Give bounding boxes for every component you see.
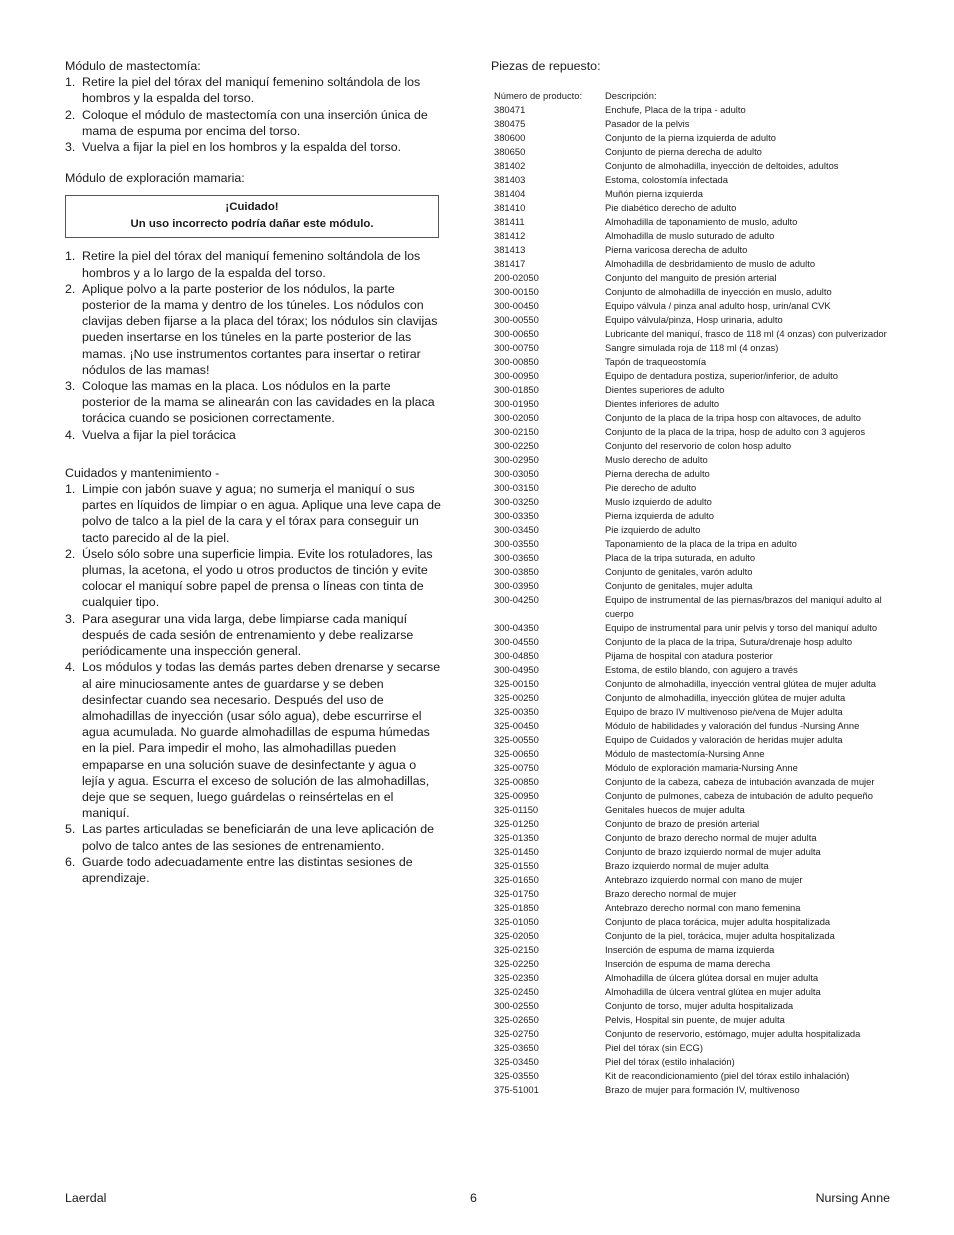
part-number: 325-01550 [494,860,539,871]
part-number: 381417 [494,258,526,269]
part-description: Genitales huecos de mujer adulta [605,804,745,815]
footer-product: Nursing Anne [815,1191,890,1205]
part-description: Antebrazo derecho normal con mano femenina [605,902,801,913]
part-number: 300-01950 [494,398,539,409]
table-row [491,1013,901,1027]
part-number: 381404 [494,188,526,199]
table-row [491,383,901,397]
table-row [491,985,901,999]
part-number: 300-03850 [494,566,539,577]
part-description: Equipo de instrumental para unir pelvis y torso del maniquí adulto [605,622,878,633]
care-title: Cuidados y mantenimiento - [65,465,220,480]
table-row [491,397,901,411]
part-number: 325-00750 [494,762,539,773]
header-description: Descripción: [605,90,657,101]
part-description: Conjunto de almohadilla, inyección ventral glútea de mujer adulta [605,678,877,689]
part-number: 380600 [494,132,526,143]
part-number: 380475 [494,118,526,129]
part-number: 325-01050 [494,916,539,927]
part-description: Módulo de exploración mamaria-Nursing Anne [605,762,798,773]
list-item: 5. Las partes articuladas se beneficiarán de una leve aplicación de polvo de talco antes de las sesiones de entrenamiento. [65,822,434,853]
part-number: 300-02050 [494,412,539,423]
part-description: Inserción de espuma de mama derecha [605,958,771,969]
table-row [491,859,901,873]
table-row [491,957,901,971]
part-number: 380471 [494,104,526,115]
table-row [491,635,901,649]
list-item: 3. Coloque las mamas en la placa. Los nódulos en la parte posterior de la mama se alinearán con las cavidades en la placa torácica cuando se posicionen correctamente. [65,379,435,426]
part-description: Conjunto de almohadilla de inyección en muslo, adulto [605,286,832,297]
part-number: 325-03550 [494,1070,539,1081]
table-row [491,425,901,439]
table-row [491,495,901,509]
list-item: 4. Vuelva a fijar la piel torácica [65,427,236,442]
table-row [491,313,901,327]
page-number: 6 [470,1191,477,1205]
part-number: 325-02150 [494,944,539,955]
part-description: Módulo de habilidades y valoración del fundus -Nursing Anne [605,720,860,731]
table-row [491,579,901,593]
list-item: 1. Retire la piel del tórax del maniquí femenino soltándola de los hombros y a lo largo de la espalda del torso. [65,249,421,280]
part-description: Estoma, colostomía infectada [605,174,728,185]
part-description: Equipo de Cuidados y valoración de heridas mujer adulta [605,734,843,745]
part-description: Brazo derecho normal de mujer [605,888,737,899]
part-description: Conjunto de brazo izquierdo normal de mujer adulta [605,846,821,857]
part-description: Equipo válvula / pinza anal adulto hosp, urin/anal CVK [605,300,831,311]
part-description: Conjunto de torso, mujer adulta hospitalizada [605,1000,794,1011]
table-row [491,243,901,257]
part-number: 381402 [494,160,526,171]
part-number: 325-00250 [494,692,539,703]
table-row [491,663,901,677]
part-description: Conjunto del reservorio de colon hosp adulto [605,440,792,451]
table-row [491,971,901,985]
part-description: Equipo de instrumental de las piernas/brazos del maniquí adulto al cuerpo [605,594,882,619]
part-number: 380650 [494,146,526,157]
table-row [491,369,901,383]
part-number: 200-02050 [494,272,539,283]
list-item: 3. Vuelva a fijar la piel en los hombros y la espalda del torso. [65,140,402,155]
part-description: Pierna varicosa derecha de adulto [605,244,748,255]
part-description: Almohadilla de úlcera ventral glútea en mujer adulta [605,986,821,997]
part-number: 325-03450 [494,1056,539,1067]
table-row [491,887,901,901]
part-description: Conjunto del manguito de presión arterial [605,272,777,283]
part-description: Almohadilla de taponamiento de muslo, adulto [605,216,798,227]
table-row [491,173,901,187]
table-row [491,705,901,719]
part-number: 325-01350 [494,832,539,843]
part-description: Pie derecho de adulto [605,482,697,493]
table-row [491,929,901,943]
part-description: Conjunto de placa torácica, mujer adulta hospitalizada [605,916,831,927]
table-row [491,145,901,159]
part-number: 381403 [494,174,526,185]
part-number: 300-00750 [494,342,539,353]
part-number: 300-03450 [494,524,539,535]
part-number: 300-00150 [494,286,539,297]
table-row [491,1083,901,1097]
part-number: 300-04950 [494,664,539,675]
part-description: Tapón de traqueostomía [605,356,707,367]
table-row [491,229,901,243]
part-description: Dientes superiores de adulto [605,384,725,395]
part-number: 325-02050 [494,930,539,941]
list-item: 1. Limpie con jabón suave y agua; no sumerja el maniquí o sus partes en líquidos de limpiar o en agua. Aplique una leve capa de polvo de talco a la piel de la cara y el tórax para conseguir un tacto parecido al de la piel. [65,482,441,545]
table-row [491,271,901,285]
table-row [491,817,901,831]
caution-box [65,195,439,238]
table-row [491,803,901,817]
part-description: Brazo de mujer para formación IV, multivenoso [605,1084,800,1095]
part-description: Muñón pierna izquierda [605,188,703,199]
part-number: 300-04850 [494,650,539,661]
exploration-steps [65,248,441,442]
part-description: Piel del tórax (sin ECG) [605,1042,703,1053]
part-number: 300-00950 [494,370,539,381]
part-number: 300-04250 [494,594,539,605]
part-number: 325-00550 [494,734,539,745]
part-description: Conjunto de brazo de presión arterial [605,818,760,829]
table-row [491,999,901,1013]
part-description: Brazo izquierdo normal de mujer adulta [605,860,769,871]
part-number: 300-00650 [494,328,539,339]
table-row [491,523,901,537]
part-description: Conjunto de almohadilla, inyección glútea de mujer adulta [605,692,846,703]
part-number: 300-03950 [494,580,539,591]
part-description: Inserción de espuma de mama izquierda [605,944,775,955]
list-item: 4. Los módulos y todas las demás partes deben drenarse y secarse al aire minuciosamente antes de guardarse y se deben desinfectar cuando sea necesario. Después del uso de almohadillas de inyección (usar sólo agua), debe escurrirse el agua acumulada. No guarde almohadillas de espuma húmedas en la piel. Para impedir el moho, las almohadillas pueden empaparse en una solución suave de desinfectante y agua o lejía y agua. Escurra el exceso de solución de las almohadillas, deje que se sequen, luego guárdelas o reinsértelas en el maniquí. [65,660,441,821]
table-row [491,831,901,845]
part-number: 300-03050 [494,468,539,479]
caution-text: Un uso incorrecto podría dañar este módulo. [130,218,374,231]
parts-table-body [491,103,901,1097]
table-row [491,747,901,761]
part-description: Enchufe, Placa de la tripa - adulto [605,104,746,115]
exploration-title: Módulo de exploración mamaria: [65,171,245,186]
table-row [491,761,901,775]
part-number: 325-01850 [494,902,539,913]
table-row [491,789,901,803]
part-number: 300-03350 [494,510,539,521]
table-row [491,537,901,551]
part-number: 300-02150 [494,426,539,437]
part-number: 325-01450 [494,846,539,857]
table-row [491,355,901,369]
table-row [491,1041,901,1055]
part-number: 325-02750 [494,1028,539,1039]
table-row [491,733,901,747]
part-number: 381410 [494,202,526,213]
part-description: Conjunto de la cabeza, cabeza de intubación avanzada de mujer [605,776,875,787]
part-number: 325-00350 [494,706,539,717]
part-description: Almohadilla de desbridamiento de muslo de adulto [605,258,816,269]
table-row [491,677,901,691]
part-description: Pie diabético derecho de adulto [605,202,737,213]
part-number: 325-00650 [494,748,539,759]
table-row [491,845,901,859]
part-number: 375-51001 [494,1084,539,1095]
part-number: 325-01150 [494,804,539,815]
part-number: 300-03150 [494,482,539,493]
part-number: 325-00150 [494,678,539,689]
part-number: 325-00950 [494,790,539,801]
part-description: Conjunto de reservorio, estómago, mujer adulta hospitalizada [605,1028,861,1039]
part-description: Piel del tórax (estilo inhalación) [605,1056,735,1067]
part-description: Almohadilla de úlcera glútea dorsal en mujer adulta [605,972,819,983]
part-description: Almohadilla de muslo suturado de adulto [605,230,775,241]
caution-title: ¡Cuidado! [225,201,279,214]
part-number: 300-03250 [494,496,539,507]
part-description: Conjunto de brazo derecho normal de mujer adulta [605,832,817,843]
table-row [491,691,901,705]
part-description: Conjunto de genitales, varón adulto [605,566,753,577]
table-row [491,103,901,117]
table-row [491,509,901,523]
part-number: 325-02350 [494,972,539,983]
part-number: 300-00550 [494,314,539,325]
part-description: Kit de reacondicionamiento (piel del tórax estilo inhalación) [605,1070,850,1081]
part-description: Pie izquierdo de adulto [605,524,701,535]
part-description: Placa de la tripa suturada, en adulto [605,552,756,563]
table-row [491,621,901,635]
part-number: 325-02650 [494,1014,539,1025]
list-item: 2. Aplique polvo a la parte posterior de los nódulos, la parte posterior de la mama y dentro de los túneles. Los nódulos con clavijas deben fijarse a la placa del tórax; los nódulos sin clavijas pueden insertarse en los túneles en la parte posterior de las mamas. ¡No use instrumentos cortantes para insertar o retirar nódulos de las mamas! [65,281,438,377]
part-description: Pijama de hospital con atadura posterior [605,650,773,661]
part-description: Equipo de dentadura postiza, superior/inferior, de adulto [605,370,838,381]
part-description: Lubricante del maniquí, frasco de 118 ml (4 onzas) con pulverizador [605,328,887,339]
table-row [491,649,901,663]
mastectomy-steps [65,74,441,155]
table-row [491,299,901,313]
parts-title: Piezas de repuesto: [491,59,601,73]
part-number: 325-02250 [494,958,539,969]
part-description: Antebrazo izquierdo normal con mano de mujer [605,874,803,885]
part-description: Muslo izquierdo de adulto [605,496,712,507]
parts-section [491,58,901,1097]
table-row [491,1055,901,1069]
table-row [491,915,901,929]
part-number: 381413 [494,244,526,255]
care-steps [65,481,441,886]
part-description: Conjunto de la placa de la tripa, Sutura/drenaje hosp adulto [605,636,853,647]
table-row [491,187,901,201]
part-number: 300-00850 [494,356,539,367]
parts-table [491,89,901,1097]
table-header-row [491,89,901,103]
list-item: 6. Guarde todo adecuadamente entre las distintas sesiones de aprendizaje. [65,854,413,885]
part-number: 325-00450 [494,720,539,731]
left-column [65,58,441,886]
part-description: Conjunto de almohadilla, inyección de deltoides, adultos [605,160,839,171]
table-row [491,131,901,145]
list-item: 2. Coloque el módulo de mastectomía con una inserción única de mama de espuma por encima del torso. [65,107,428,138]
part-description: Equipo válvula/pinza, Hosp urinaria, adulto [605,314,783,325]
part-description: Conjunto de genitales, mujer adulta [605,580,753,591]
table-row [491,481,901,495]
part-number: 300-02950 [494,454,539,465]
part-description: Módulo de mastectomía-Nursing Anne [605,748,765,759]
table-row [491,873,901,887]
table-row [491,411,901,425]
part-description: Conjunto de la piel, torácica, mujer adulta hospitalizada [605,930,835,941]
mastectomy-title: Módulo de mastectomía: [65,59,201,73]
part-number: 325-01750 [494,888,539,899]
list-item: 1. Retire la piel del tórax del maniquí femenino soltándola de los hombros y la espalda del torso. [65,75,421,106]
part-description: Pierna derecha de adulto [605,468,710,479]
table-row [491,901,901,915]
table-row [491,341,901,355]
table-row [491,467,901,481]
table-row [491,117,901,131]
part-number: 300-02550 [494,1000,539,1011]
table-row [491,719,901,733]
part-number: 325-01250 [494,818,539,829]
part-number: 300-04350 [494,622,539,633]
part-number: 300-02250 [494,440,539,451]
part-number: 325-02450 [494,986,539,997]
part-description: Dientes inferiores de adulto [605,398,720,409]
table-row [491,201,901,215]
part-description: Conjunto de la placa de la tripa, hosp de adulto con 3 agujeros [605,426,866,437]
list-item: 3. Para asegurar una vida larga, debe limpiarse cada maniquí después de cada sesión de entrenamiento y debe realizarse periódicamente una inspección general. [65,611,414,659]
part-number: 381412 [494,230,526,241]
part-description: Conjunto de pierna derecha de adulto [605,146,762,157]
header-number: Número de producto: [494,90,583,101]
table-row [491,593,901,621]
part-description: Estoma, de estilo blando, con agujero a través [605,664,798,675]
part-description: Equipo de brazo IV multivenoso pie/vena de Mujer adulta [605,706,843,717]
part-description: Conjunto de la placa de la tripa hosp con altavoces, de adulto [605,412,861,423]
part-number: 381411 [494,216,525,227]
table-row [491,775,901,789]
part-description: Pasador de la pelvis [605,118,690,129]
table-row [491,285,901,299]
list-item: 2. Úselo sólo sobre una superficie limpia. Evite los rotuladores, las plumas, la acetona, el yodo u otros productos de tinción y evite colocar el maniquí sobre papel de prensa o líneas con tinta de cualquier tipo. [65,546,433,610]
table-row [491,439,901,453]
part-number: 300-03550 [494,538,539,549]
part-number: 300-00450 [494,300,539,311]
table-row [491,159,901,173]
table-row [491,943,901,957]
part-number: 300-01850 [494,384,539,395]
part-description: Pierna izquierda de adulto [605,510,714,521]
part-description: Conjunto de la pierna izquierda de adulto [605,132,776,143]
part-number: 300-04550 [494,636,539,647]
part-number: 325-03650 [494,1042,539,1053]
table-row [491,565,901,579]
table-row [491,257,901,271]
part-description: Muslo derecho de adulto [605,454,708,465]
part-description: Sangre simulada roja de 118 ml (4 onzas) [605,342,779,353]
table-row [491,215,901,229]
part-description: Pelvis, Hospital sin puente, de mujer adulta [605,1014,785,1025]
table-row [491,551,901,565]
part-number: 300-03650 [494,552,539,563]
part-description: Conjunto de pulmones, cabeza de intubación de adulto pequeño [605,790,873,801]
part-description: Taponamiento de la placa de la tripa en adulto [605,538,797,549]
part-number: 325-01650 [494,874,539,885]
table-row [491,1069,901,1083]
part-number: 325-00850 [494,776,539,787]
table-row [491,327,901,341]
table-row [491,1027,901,1041]
table-row [491,453,901,467]
footer-brand: Laerdal [65,1191,107,1205]
